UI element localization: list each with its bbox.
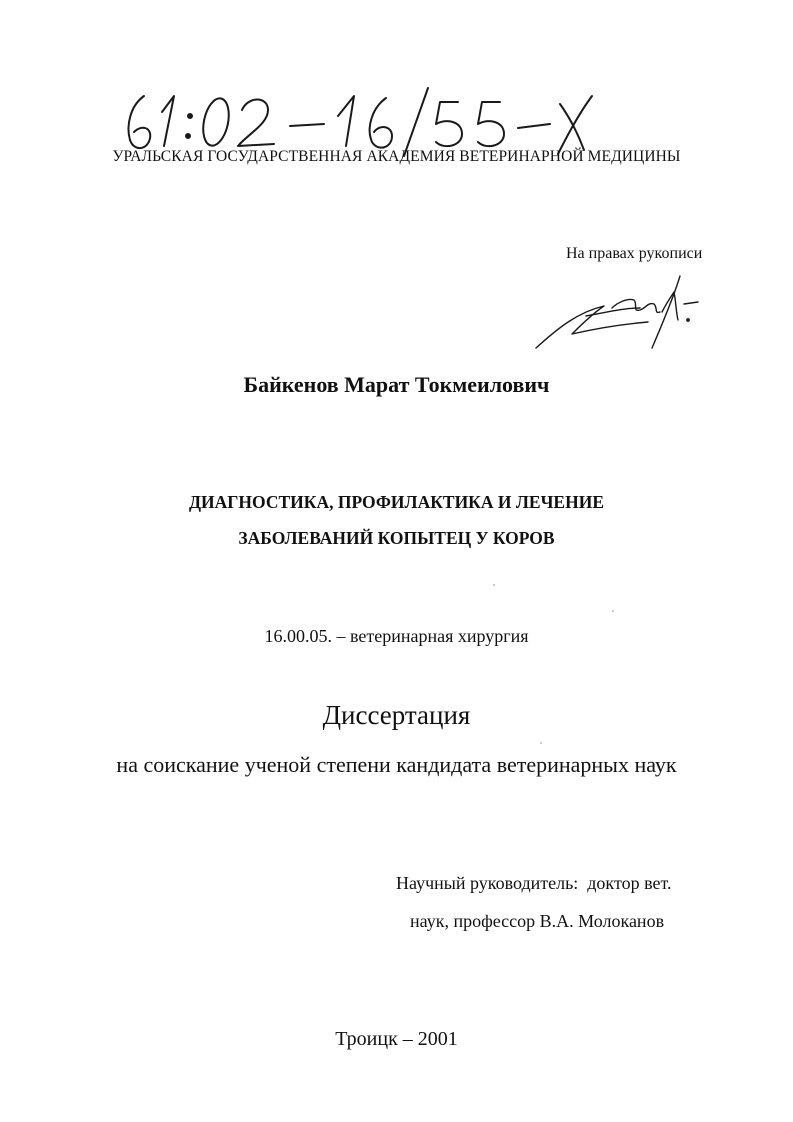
title-line-1: ДИАГНОСТИКА, ПРОФИЛАКТИКА И ЛЕЧЕНИЕ <box>189 492 604 512</box>
scientific-advisor <box>396 864 671 940</box>
signature <box>528 268 718 358</box>
scan-speck <box>493 584 495 586</box>
specialty-code: 16.00.05. – ветеринарная хирургия <box>264 626 529 646</box>
dissertation-title <box>0 484 793 556</box>
rights-note: На правах рукописи <box>566 245 703 262</box>
place-and-year: Троицк – 2001 <box>335 1028 458 1050</box>
scan-speck <box>612 610 614 612</box>
degree-statement: на соискание ученой степени кандидата ветеринарных наук <box>116 752 677 777</box>
advisor-line-2: наук, профессор В.А. Молоканов <box>410 911 665 931</box>
institution-name: УРАЛЬСКАЯ ГОСУДАРСТВЕННАЯ АКАДЕМИЯ ВЕТЕРИНАРНОЙ МЕДИЦИНЫ <box>112 148 681 165</box>
title-line-2: ЗАБОЛЕВАНИЙ КОПЫТЕЦ У КОРОВ <box>238 528 555 548</box>
author-name: Байкенов Марат Токмеилович <box>243 372 550 397</box>
work-type-heading: Диссертация <box>322 700 471 730</box>
signature-drawing <box>528 268 718 358</box>
scan-speck <box>540 742 542 744</box>
advisor-line-1: Научный руководитель: доктор вет. <box>396 873 672 893</box>
